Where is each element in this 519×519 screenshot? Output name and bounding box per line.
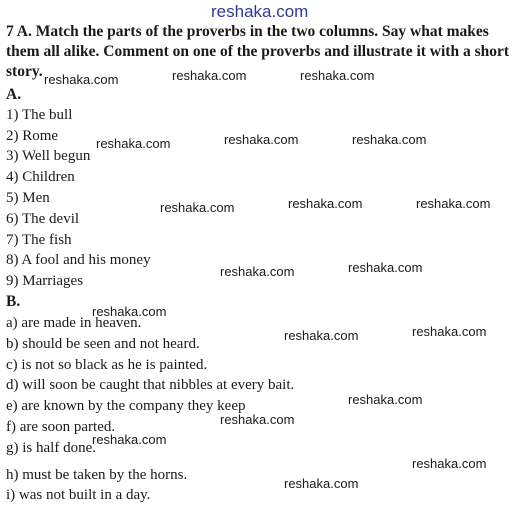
watermark: reshaka.com: [412, 456, 487, 471]
watermark: reshaka.com: [96, 136, 171, 151]
watermark: reshaka.com: [172, 68, 247, 83]
watermark: reshaka.com: [220, 264, 295, 279]
watermark: reshaka.com: [348, 260, 423, 275]
proverb-end-d: d) will soon be caught that nibbles at every bait.: [6, 377, 295, 393]
proverb-end-b: b) should be seen and not heard.: [6, 336, 200, 352]
proverb-start-4: 4) Children: [6, 169, 75, 185]
proverb-end-c: c) is not so black as he is painted.: [6, 357, 208, 373]
proverb-end-a: a) are made in heaven.: [6, 315, 142, 331]
proverb-start-9: 9) Marriages: [6, 273, 84, 289]
section-b-heading: B.: [6, 293, 21, 310]
proverb-start-2: 2) Rome: [6, 128, 59, 144]
proverb-start-6: 6) The devil: [6, 211, 80, 227]
proverb-end-h: h) must be taken by the horns.: [6, 467, 188, 483]
watermark: reshaka.com: [224, 132, 299, 147]
watermark: reshaka.com: [160, 200, 235, 215]
proverb-start-1: 1) The bull: [6, 107, 73, 123]
watermark: reshaka.com: [92, 432, 167, 447]
watermark: reshaka.com: [284, 328, 359, 343]
watermark: reshaka.com: [412, 324, 487, 339]
watermark: reshaka.com: [352, 132, 427, 147]
proverb-end-g: g) is half done.: [6, 440, 96, 456]
section-a-heading: A.: [6, 86, 22, 103]
watermark: reshaka.com: [300, 68, 375, 83]
proverb-start-3: 3) Well begun: [6, 148, 91, 164]
proverb-start-8: 8) A fool and his money: [6, 252, 151, 268]
proverb-end-e: e) are known by the company they keep: [6, 398, 246, 414]
watermark: reshaka.com: [416, 196, 491, 211]
proverb-end-i: i) was not built in a day.: [6, 487, 151, 503]
watermark: reshaka.com: [44, 72, 119, 87]
proverb-start-7: 7) The fish: [6, 232, 72, 248]
watermark: reshaka.com: [348, 392, 423, 407]
watermark: reshaka.com: [92, 304, 167, 319]
watermark: reshaka.com: [284, 476, 359, 491]
watermark: reshaka.com: [220, 412, 295, 427]
header-watermark: reshaka.com: [211, 2, 309, 21]
exercise-title: 7 A. Match the parts of the proverbs in the two columns. Say what makes them all alike. Comment on one of the proverbs and illustrate it with a short story.: [6, 23, 510, 80]
proverb-end-f: f) are soon parted.: [6, 419, 116, 435]
watermark: reshaka.com: [288, 196, 363, 211]
proverb-start-5: 5) Men: [6, 190, 50, 206]
